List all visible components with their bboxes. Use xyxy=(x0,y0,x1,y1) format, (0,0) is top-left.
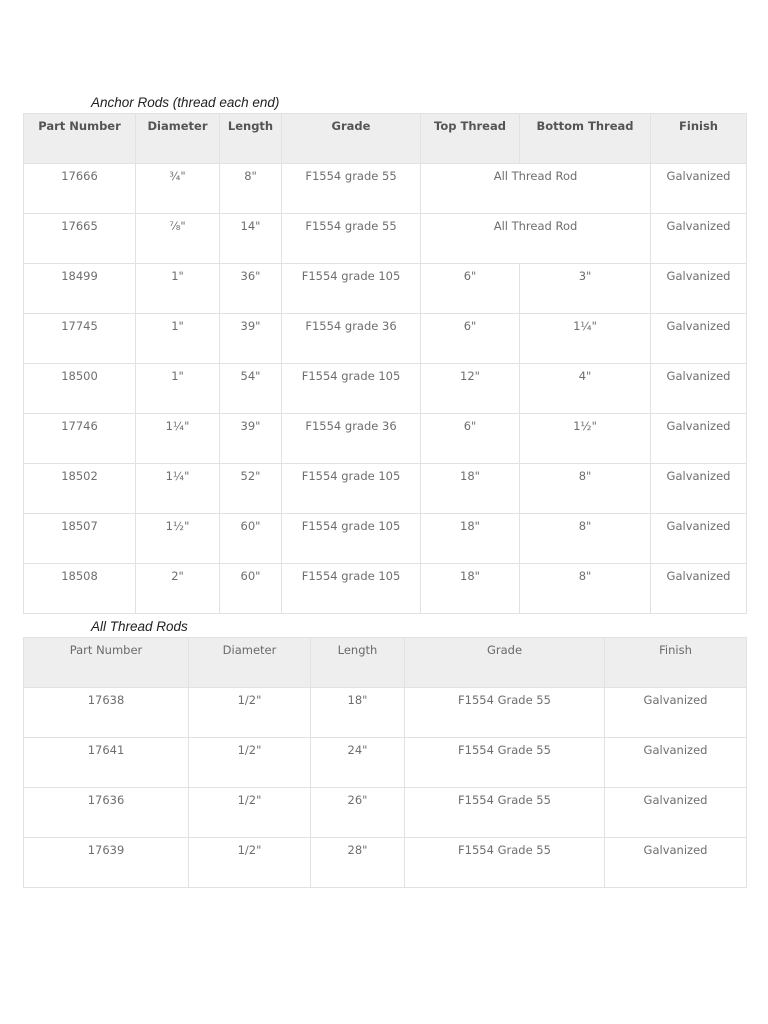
cell-grade: F1554 Grade 55 xyxy=(405,688,605,738)
header-length: Length xyxy=(220,114,282,164)
cell-part: 17745 xyxy=(24,314,136,364)
cell-diameter: ¾" xyxy=(136,164,220,214)
all-thread-rods-table xyxy=(23,637,747,888)
cell-bottom-thread: 8" xyxy=(520,564,651,614)
header-part-number: Part Number xyxy=(24,114,136,164)
table-row xyxy=(24,214,747,264)
cell-grade: F1554 Grade 55 xyxy=(405,738,605,788)
cell-length: 24" xyxy=(311,738,405,788)
header-part-number: Part Number xyxy=(24,638,189,688)
cell-finish: Galvanized xyxy=(651,464,747,514)
table-header-row xyxy=(24,114,747,164)
cell-finish: Galvanized xyxy=(651,364,747,414)
cell-length: 14" xyxy=(220,214,282,264)
header-length: Length xyxy=(311,638,405,688)
cell-thread-merged: All Thread Rod xyxy=(421,164,651,214)
cell-grade: F1554 grade 105 xyxy=(282,464,421,514)
cell-grade: F1554 grade 105 xyxy=(282,564,421,614)
cell-finish: Galvanized xyxy=(651,414,747,464)
cell-bottom-thread: 8" xyxy=(520,464,651,514)
cell-finish: Galvanized xyxy=(651,164,747,214)
cell-diameter: 1/2" xyxy=(189,788,311,838)
cell-diameter: 1/2" xyxy=(189,738,311,788)
cell-length: 39" xyxy=(220,414,282,464)
cell-finish: Galvanized xyxy=(651,314,747,364)
cell-part: 17636 xyxy=(24,788,189,838)
table-row xyxy=(24,838,747,888)
header-diameter: Diameter xyxy=(189,638,311,688)
cell-part: 18508 xyxy=(24,564,136,614)
cell-bottom-thread: 8" xyxy=(520,514,651,564)
table-row xyxy=(24,564,747,614)
cell-top-thread: 12" xyxy=(421,364,520,414)
cell-part: 18502 xyxy=(24,464,136,514)
table-row xyxy=(24,464,747,514)
cell-part: 18499 xyxy=(24,264,136,314)
header-finish: Finish xyxy=(605,638,747,688)
cell-finish: Galvanized xyxy=(605,688,747,738)
table-row xyxy=(24,414,747,464)
cell-grade: F1554 grade 105 xyxy=(282,364,421,414)
cell-finish: Galvanized xyxy=(605,838,747,888)
cell-diameter: 1/2" xyxy=(189,688,311,738)
table-row xyxy=(24,264,747,314)
cell-length: 60" xyxy=(220,514,282,564)
cell-bottom-thread: 3" xyxy=(520,264,651,314)
cell-length: 52" xyxy=(220,464,282,514)
table-row xyxy=(24,364,747,414)
cell-length: 60" xyxy=(220,564,282,614)
cell-grade: F1554 grade 55 xyxy=(282,214,421,264)
cell-length: 18" xyxy=(311,688,405,738)
cell-diameter: 2" xyxy=(136,564,220,614)
cell-bottom-thread: 1½" xyxy=(520,414,651,464)
cell-finish: Galvanized xyxy=(605,738,747,788)
header-top-thread: Top Thread xyxy=(421,114,520,164)
cell-part: 17638 xyxy=(24,688,189,738)
cell-top-thread: 6" xyxy=(421,264,520,314)
cell-grade: F1554 Grade 55 xyxy=(405,788,605,838)
cell-part: 17666 xyxy=(24,164,136,214)
cell-part: 18507 xyxy=(24,514,136,564)
cell-thread-merged: All Thread Rod xyxy=(421,214,651,264)
table-header-row xyxy=(24,638,747,688)
cell-length: 28" xyxy=(311,838,405,888)
cell-diameter: 1¼" xyxy=(136,414,220,464)
cell-top-thread: 6" xyxy=(421,414,520,464)
cell-part: 17639 xyxy=(24,838,189,888)
cell-grade: F1554 grade 105 xyxy=(282,514,421,564)
cell-diameter: 1" xyxy=(136,364,220,414)
cell-length: 39" xyxy=(220,314,282,364)
table-row xyxy=(24,688,747,738)
cell-finish: Galvanized xyxy=(651,214,747,264)
header-finish: Finish xyxy=(651,114,747,164)
cell-part: 17746 xyxy=(24,414,136,464)
cell-diameter: 1" xyxy=(136,314,220,364)
cell-top-thread: 18" xyxy=(421,514,520,564)
table-row xyxy=(24,314,747,364)
cell-length: 36" xyxy=(220,264,282,314)
header-bottom-thread: Bottom Thread xyxy=(520,114,651,164)
cell-diameter: 1¼" xyxy=(136,464,220,514)
cell-length: 8" xyxy=(220,164,282,214)
header-grade: Grade xyxy=(282,114,421,164)
table-row xyxy=(24,788,747,838)
cell-diameter: ⅞" xyxy=(136,214,220,264)
cell-top-thread: 6" xyxy=(421,314,520,364)
cell-diameter: 1" xyxy=(136,264,220,314)
cell-bottom-thread: 4" xyxy=(520,364,651,414)
cell-grade: F1554 grade 36 xyxy=(282,414,421,464)
cell-part: 17641 xyxy=(24,738,189,788)
cell-grade: F1554 grade 55 xyxy=(282,164,421,214)
cell-part: 18500 xyxy=(24,364,136,414)
cell-length: 26" xyxy=(311,788,405,838)
cell-finish: Galvanized xyxy=(651,264,747,314)
anchor-rods-table xyxy=(23,113,747,614)
cell-grade: F1554 grade 105 xyxy=(282,264,421,314)
anchor-rods-title: Anchor Rods (thread each end) xyxy=(91,95,280,110)
cell-part: 17665 xyxy=(24,214,136,264)
cell-grade: F1554 grade 36 xyxy=(282,314,421,364)
cell-grade: F1554 Grade 55 xyxy=(405,838,605,888)
cell-finish: Galvanized xyxy=(605,788,747,838)
table-row xyxy=(24,514,747,564)
cell-bottom-thread: 1¼" xyxy=(520,314,651,364)
table-row xyxy=(24,164,747,214)
header-grade: Grade xyxy=(405,638,605,688)
cell-top-thread: 18" xyxy=(421,564,520,614)
cell-length: 54" xyxy=(220,364,282,414)
cell-finish: Galvanized xyxy=(651,514,747,564)
header-diameter: Diameter xyxy=(136,114,220,164)
cell-finish: Galvanized xyxy=(651,564,747,614)
cell-diameter: 1½" xyxy=(136,514,220,564)
cell-top-thread: 18" xyxy=(421,464,520,514)
table-row xyxy=(24,738,747,788)
all-thread-rods-title: All Thread Rods xyxy=(91,619,188,634)
cell-diameter: 1/2" xyxy=(189,838,311,888)
